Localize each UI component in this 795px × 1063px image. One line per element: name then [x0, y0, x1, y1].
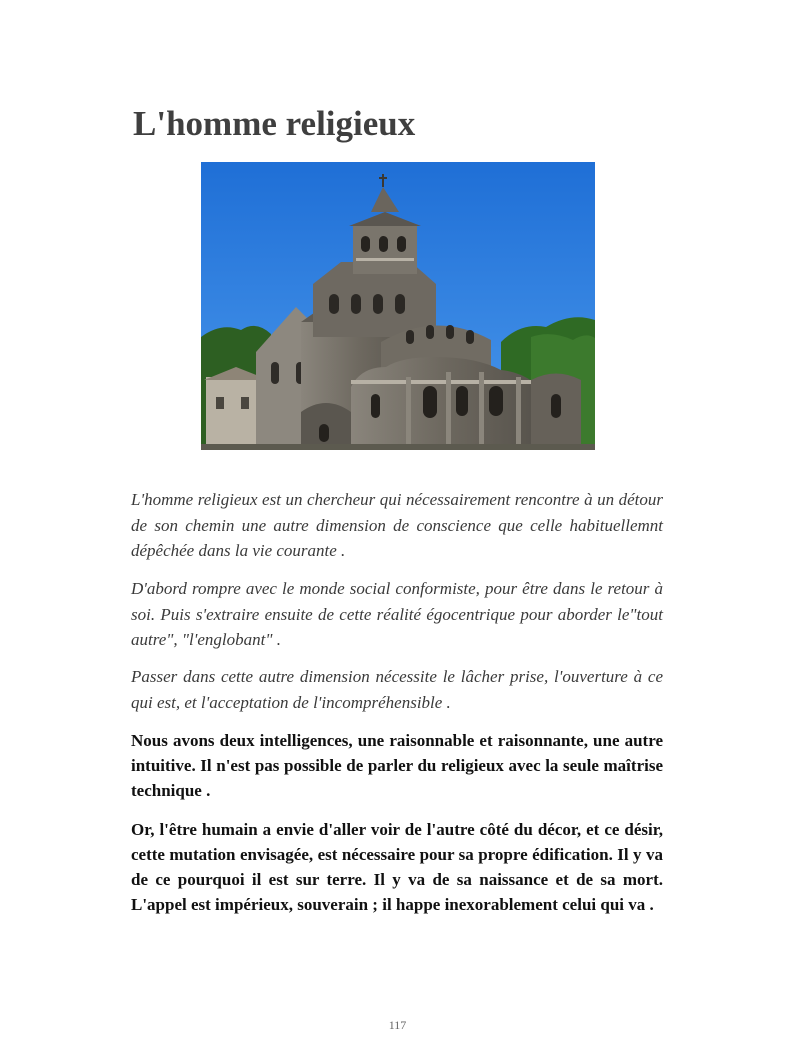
paragraph-5: Or, l'être humain a envie d'aller voir de l'autre côté du décor, et ce désir, cette mutation envisagée, est nécessaire pour sa propre édification. Il y va de ce pourquoi il est sur terre. Il y va de sa naissance et de sa mort. L'appel est impérieux, souverain ; il happe inexorablement celui qui va . [131, 820, 663, 914]
paragraph-2: D'abord rompre avec le monde social conformiste, pour être dans le retour à soi. Puis s'extraire ensuite de cette réalité égocentrique pour aborder le"tout autre", "l'englobant" . [131, 579, 663, 649]
romanesque-church-image [201, 162, 595, 450]
page-number: 117 [388, 1018, 407, 1032]
page-title: L'homme religieux [133, 104, 416, 143]
paragraph-1: L'homme religieux est un chercheur qui nécessairement rencontre à un détour de son chemin une autre dimension de conscience que celle habituellemnt dépêchée dans la vie courante . [131, 490, 663, 560]
paragraph-4: Nous avons deux intelligences, une raisonnable et raisonnante, une autre intuitive. Il n'est pas possible de parler du religieux avec la seule maîtrise technique . [131, 731, 663, 800]
church-photo [201, 162, 595, 450]
paragraph-3: Passer dans cette autre dimension nécessite le lâcher prise, l'ouverture à ce qui est, et l'acceptation de l'incompréhensible . [131, 667, 663, 712]
